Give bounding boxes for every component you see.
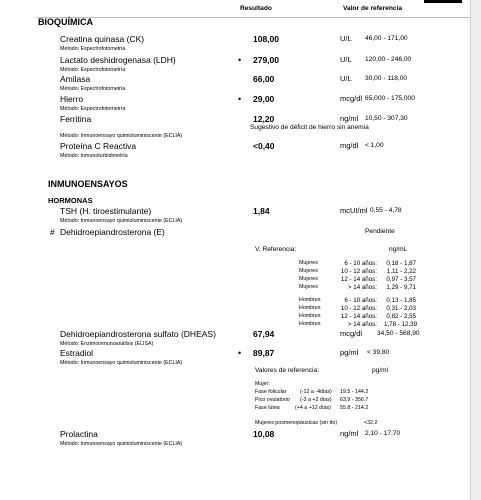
test-ref-ferritina: 10,50 - 307,30	[365, 115, 408, 122]
test-method-pcr: Método: Inmunoturbidimetría	[60, 153, 128, 159]
dhea-row-label: Hombres	[299, 313, 321, 319]
test-unit-hierro: mcg/dl	[340, 94, 363, 103]
test-name-ck: Creatina quinasa (CK)	[60, 34, 145, 44]
section-title-inmunoensayos: INMUNOENSAYOS	[48, 179, 128, 189]
dhea-row-label: Mujeres	[299, 268, 318, 274]
dhea-row-range: 0,18 - 1,87	[386, 260, 416, 267]
section-title-bioquimica: BIOQUÍMICA	[38, 17, 93, 27]
test-ref-hierro: 65,000 - 175,000	[365, 95, 415, 102]
dhea-row-age: > 14 años:	[347, 284, 377, 291]
test-name-hierro: Hierro	[60, 94, 84, 104]
test-value-estradiol: 89,87	[253, 348, 275, 358]
abnormal-flag-ldh: •	[238, 55, 242, 65]
test-ref-amilasa: 30,00 - 118,00	[365, 75, 408, 82]
test-method-amilasa: Método: Espectrofotometría	[60, 86, 126, 92]
test-unit-pcr: mg/dl	[340, 141, 359, 150]
abnormal-flag-estradiol: •	[238, 348, 242, 358]
test-unit-ldh: U/L	[340, 55, 352, 64]
dhea-row-age: 10 - 12 años:	[340, 268, 377, 275]
test-name-tsh: TSH (H. tiroestimulante)	[60, 206, 152, 216]
phase-name: Fase lútea	[255, 405, 280, 411]
test-method-ferritina: Método: Inmunoensayo quimioluminiscente (ECLIA)	[60, 133, 183, 139]
test-method-prolactina: Método: Inmunoensayo quimioluminiscente (ECLIA)	[60, 441, 183, 447]
test-name-prolactina: Prolactina	[60, 429, 98, 439]
dhea-row-range: 0,82 - 2,55	[386, 313, 416, 320]
phase-range: 19.5 - 144.2	[340, 389, 369, 395]
phase-range: 55.8 - 214.2	[340, 405, 369, 411]
dhea-row-label: Mujeres	[299, 260, 318, 266]
dhea-row-label: Mujeres	[299, 276, 318, 282]
test-value-pcr: <0,40	[253, 141, 275, 151]
phase-name: Fase folicular	[255, 389, 287, 395]
dhea-row-label: Hombres	[299, 321, 321, 327]
test-ref-ldh: 120,00 - 246,00	[365, 56, 412, 63]
dhea-row-range: 1,11 - 2,22	[386, 268, 416, 275]
test-value-ldh: 279,00	[253, 55, 279, 65]
test-unit-tsh: mcUI/ml	[340, 206, 368, 215]
reference-column-header: Valor de referencia	[343, 5, 403, 12]
test-method-dheas: Método: Enzimoinmunoanálisis (ELISA)	[60, 341, 154, 347]
test-name-pcr: Proteína C Reactiva	[60, 141, 137, 151]
phase-name: Pico ovulatorio	[255, 397, 290, 403]
test-unit-amilasa: U/L	[340, 74, 352, 83]
dhea-ref-label: V. Referencia:	[255, 246, 297, 253]
dhea-row-range: 0,97 - 3,57	[386, 276, 416, 283]
subsection-title-hormonas: HORMONAS	[48, 196, 93, 205]
test-value-ferritina: 12,20	[253, 114, 275, 124]
test-unit-ferritina: ng/ml	[340, 114, 359, 123]
phase-days: (-3 a +2 días)	[300, 397, 332, 403]
test-unit-prolactina: ng/ml	[340, 429, 359, 438]
test-value-ck: 108,00	[253, 34, 279, 44]
test-unit-estradiol: pg/ml	[340, 348, 359, 357]
test-method-hierro: Método: Espectrofotometría	[60, 106, 126, 112]
test-ref-estradiol: < 39,80	[367, 349, 390, 356]
estradiol-ref-label: Valores de referencia:	[255, 367, 320, 374]
dhea-row-range: 1,78 - 12,39	[384, 321, 418, 328]
dhea-row-age: 6 - 10 años:	[344, 260, 377, 267]
page-edge	[470, 0, 481, 500]
test-name-amilasa: Amilasa	[60, 74, 91, 84]
header-divider	[36, 17, 470, 18]
dhea-row-label: Mujeres	[299, 284, 318, 290]
test-hash-dhea: #	[50, 227, 55, 237]
dhea-row-age: 12 - 14 años:	[340, 313, 377, 320]
test-name-estradiol: Estradiol	[60, 348, 94, 358]
phase-range: 63.9 - 356.7	[340, 397, 369, 403]
estradiol-postmenopausal-label: Mujeres posmenopáusicas (sin tto)	[255, 420, 338, 426]
test-method-estradiol: Método: Inmunoensayo quimioluminiscente (ECLIA)	[60, 360, 183, 366]
header-mark	[424, 0, 462, 3]
dhea-row-age: 10 - 12 años:	[340, 305, 377, 312]
test-value-dheas: 67,94	[253, 329, 275, 339]
test-value-amilasa: 66,00	[253, 74, 275, 84]
test-method-ldh: Método: Espectrofotometría	[60, 67, 126, 73]
test-status-dhea: Pendiente	[365, 228, 395, 235]
dhea-row-range: 0,31 - 2,03	[386, 305, 416, 312]
dhea-row-age: 6 - 10 años:	[344, 297, 377, 304]
test-note-ferritina: Sugestivo de déficit de hierro sin anemia	[250, 124, 369, 131]
test-ref-ck: 46,00 - 171,00	[365, 35, 408, 42]
dhea-ref-unit: ng/mL	[389, 246, 408, 253]
dhea-row-label: Hombres	[299, 305, 321, 311]
test-unit-dheas: mcg/dl	[340, 329, 363, 338]
test-unit-ck: U/L	[340, 34, 352, 43]
dhea-row-age: 12 - 14 años:	[340, 276, 377, 283]
test-value-hierro: 29,00	[253, 94, 275, 104]
test-value-tsh: 1,84	[253, 206, 270, 216]
test-value-prolactina: 10,08	[253, 429, 275, 439]
dhea-row-label: Hombres	[299, 297, 321, 303]
phase-days: (+4 a +12 días)	[295, 405, 331, 411]
dhea-row-range: 0,13 - 1,85	[386, 297, 416, 304]
estradiol-women-label: Mujer:	[255, 381, 270, 387]
estradiol-postmenopausal-value: <32.2	[364, 420, 378, 426]
dhea-row-range: 1,29 - 9,71	[386, 284, 416, 291]
estradiol-ref-unit: pg/ml	[372, 367, 389, 374]
dhea-row-age: > 14 años:	[347, 321, 377, 328]
test-name-ldh: Lactato deshidrogenasa (LDH)	[60, 55, 176, 65]
test-method-tsh: Método: Inmunoensayo quimioluminiscente (ECLIA)	[60, 218, 183, 224]
test-ref-dheas: 34,50 - 568,90	[377, 330, 420, 337]
test-ref-pcr: < 1,00	[365, 142, 384, 149]
result-column-header: Resultado	[240, 5, 272, 12]
test-method-ck: Método: Espectrofotometría	[60, 46, 126, 52]
phase-days: (-12 a -4días)	[300, 389, 332, 395]
test-name-dhea: Dehidroepiandrosterona (E)	[60, 227, 165, 237]
test-name-ferritina: Ferritina	[60, 114, 92, 124]
test-name-dheas: Dehidroepiandrosterona sulfato (DHEAS)	[60, 329, 216, 339]
abnormal-flag-hierro: •	[238, 94, 242, 104]
test-ref-prolactina: 2,10 - 17,70	[365, 430, 401, 437]
test-ref-tsh: 0,55 - 4,78	[370, 207, 402, 214]
